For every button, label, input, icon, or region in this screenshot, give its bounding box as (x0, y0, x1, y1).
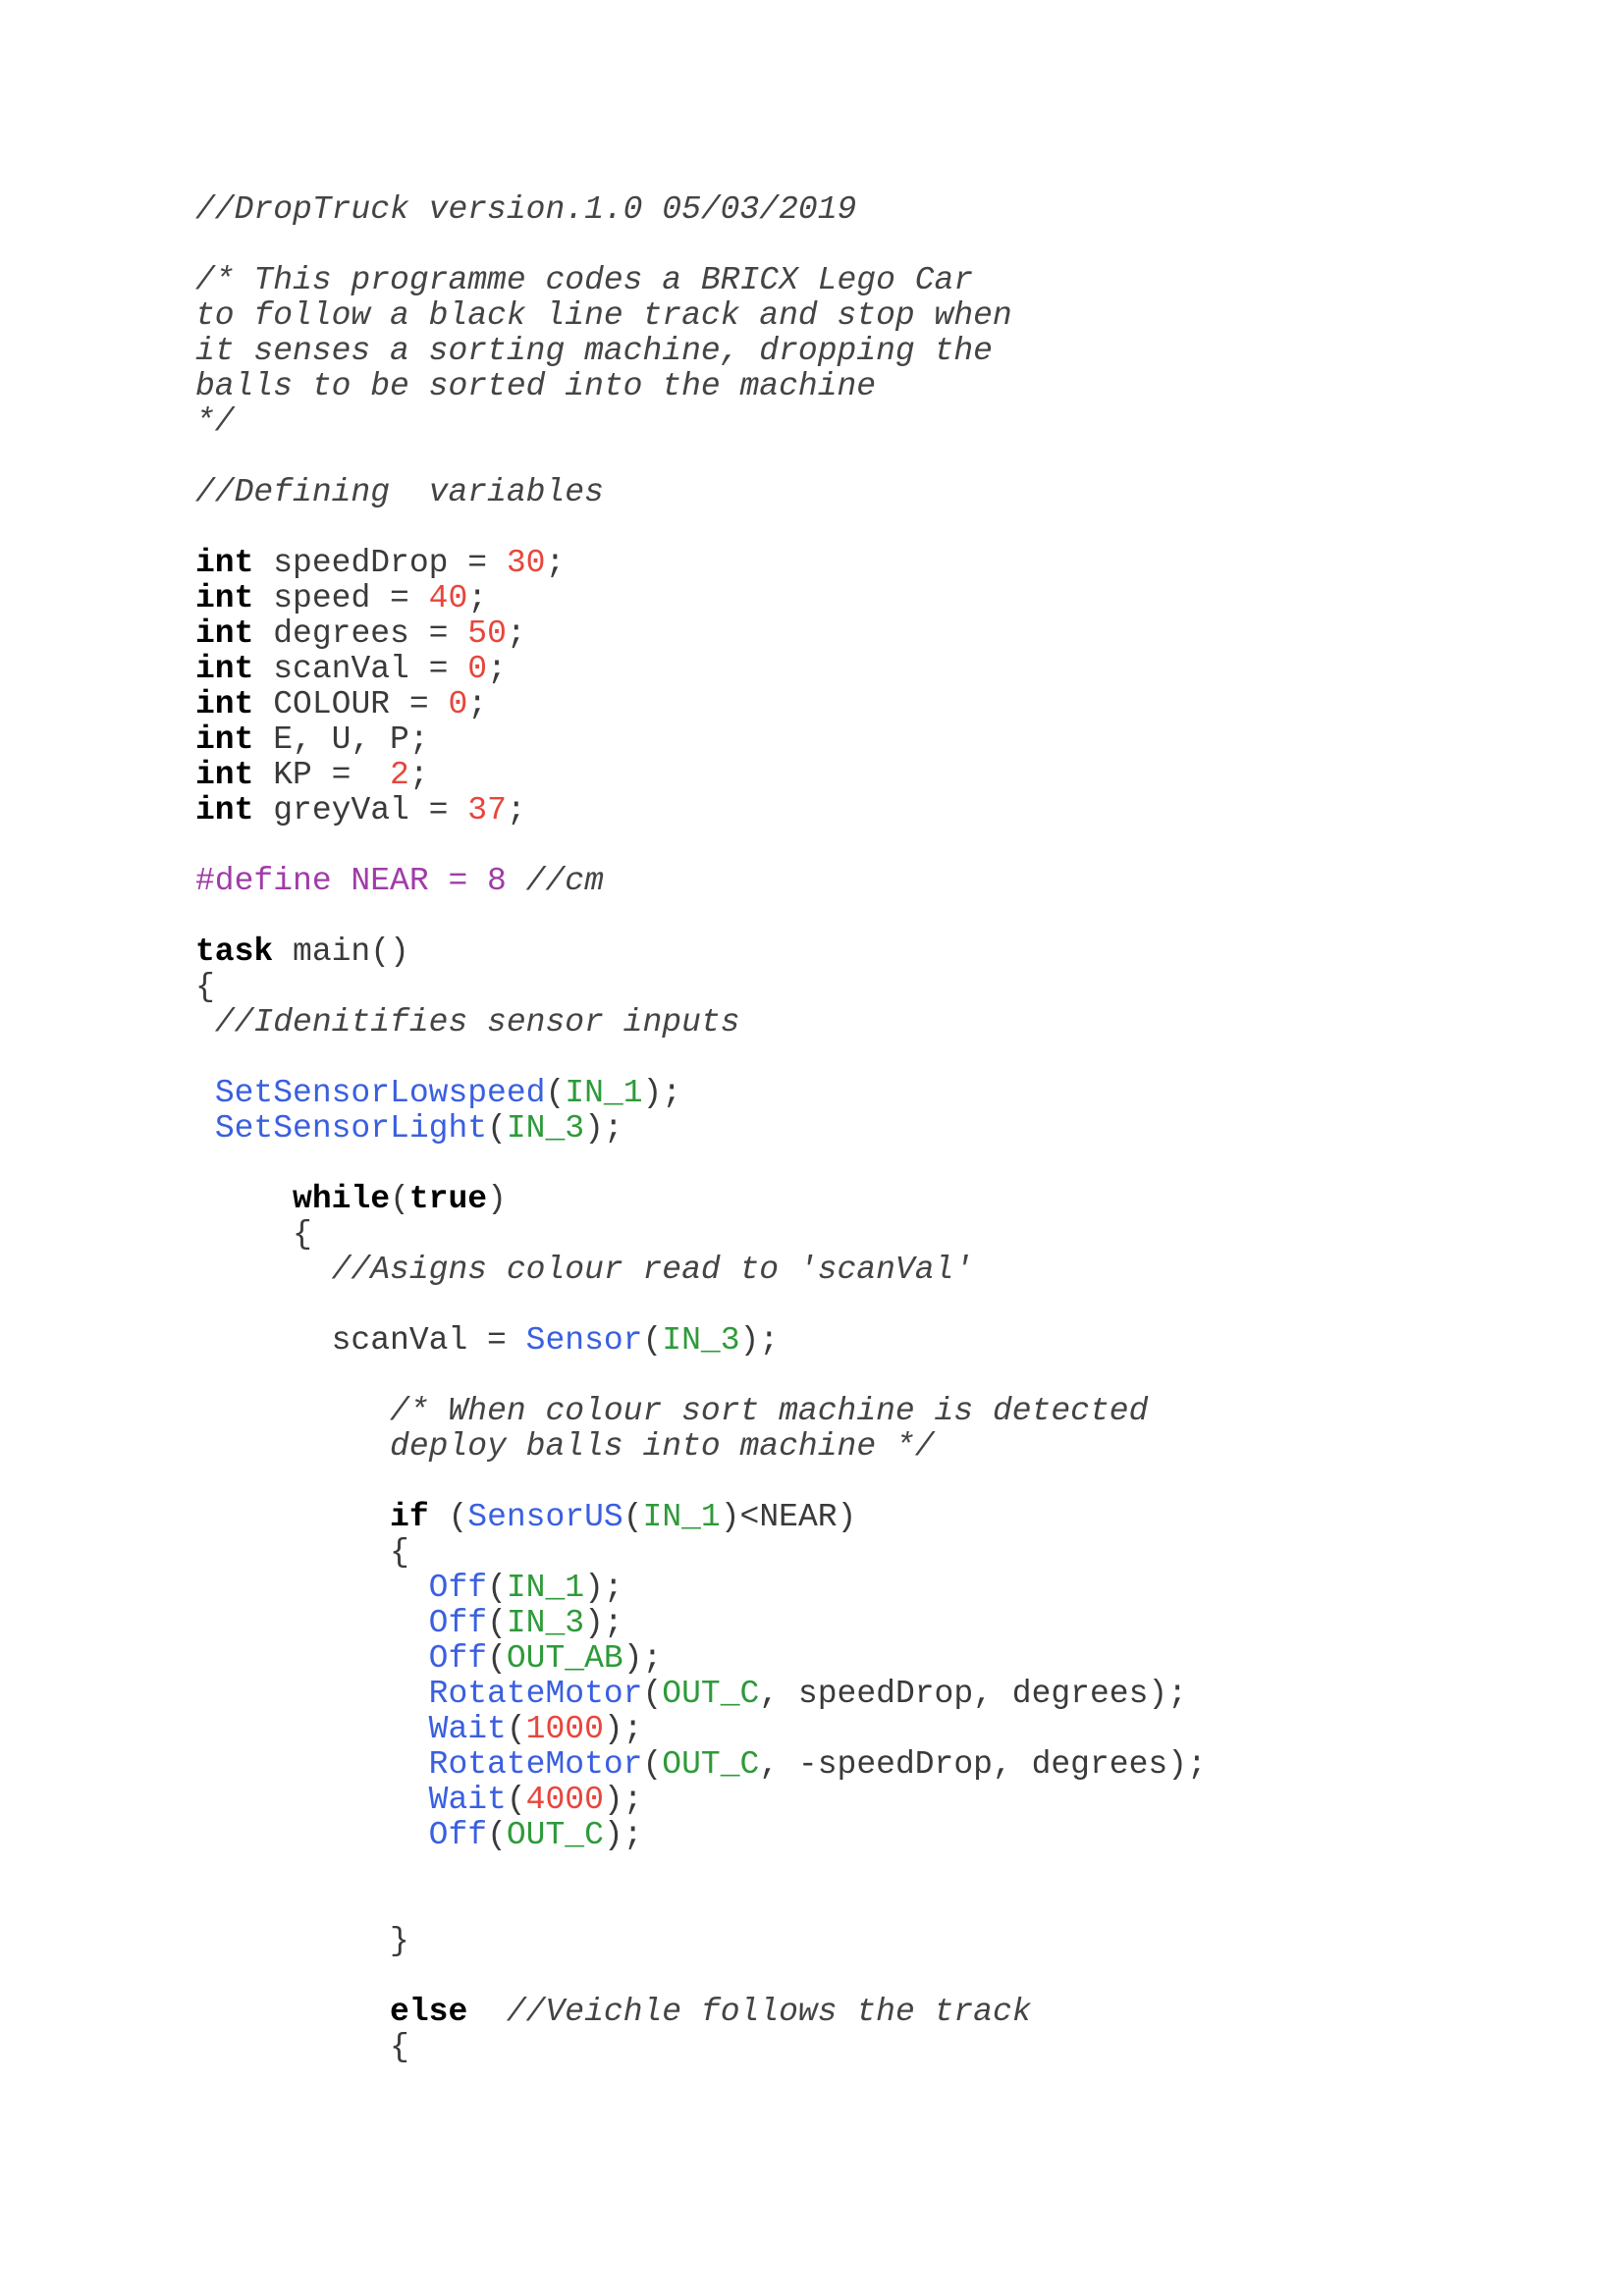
code-text-token: speedDrop = (253, 545, 507, 581)
number-literal-token: 37 (467, 792, 507, 828)
comment-token: //DropTruck version.1.0 05/03/2019 (195, 191, 857, 228)
constant-token: OUT_C (662, 1676, 760, 1712)
function-name-token: Off (428, 1640, 488, 1677)
function-name-token: Wait (428, 1711, 507, 1747)
code-text-token: ( (390, 1181, 409, 1217)
code-line (195, 546, 1207, 581)
function-name-token: Off (428, 1817, 488, 1853)
code-line (195, 934, 1207, 970)
code-line (195, 616, 1207, 652)
code-text-token: , speedDrop, degrees); (759, 1676, 1187, 1712)
code-line (195, 475, 1207, 510)
code-text-token: { (195, 969, 215, 1005)
code-text-token: ( (506, 1711, 526, 1747)
code-line (195, 1394, 1207, 1429)
constant-token: IN_1 (642, 1499, 721, 1535)
constant-token: OUT_C (506, 1817, 604, 1853)
comment-token: balls to be sorted into the machine (195, 368, 877, 404)
constant-token: IN_3 (506, 1110, 585, 1147)
keyword-token: true (408, 1181, 488, 1217)
code-line (195, 722, 1207, 758)
function-name-token: Off (428, 1605, 488, 1641)
code-line (195, 1429, 1207, 1465)
code-text-token (195, 1817, 429, 1853)
code-text-token: ); (603, 1817, 643, 1853)
code-line (195, 228, 1207, 263)
code-text-token: ( (487, 1110, 507, 1147)
code-text-token (195, 1004, 215, 1041)
code-line (195, 1323, 1207, 1359)
code-text-token: scanVal = (253, 651, 468, 687)
keyword-token: int (195, 721, 254, 758)
keyword-token: int (195, 686, 254, 722)
keyword-token: int (195, 615, 254, 652)
code-text-token (195, 1570, 429, 1606)
code-line (195, 1288, 1207, 1323)
code-line (195, 828, 1207, 864)
code-line (195, 970, 1207, 1005)
code-text-token (195, 1393, 390, 1429)
comment-token: /* This programme codes a BRICX Lego Car (195, 262, 974, 298)
code-line (195, 1359, 1207, 1394)
code-text-token (195, 1640, 429, 1677)
comment-token: it senses a sorting machine, dropping the (195, 333, 993, 369)
constant-token: IN_3 (662, 1322, 740, 1359)
keyword-token: int (195, 545, 254, 581)
code-text-token (195, 1711, 429, 1747)
code-text-token: { (195, 1216, 312, 1253)
code-text-token: { (195, 1534, 409, 1571)
code-line (195, 1005, 1207, 1041)
constant-token: IN_1 (506, 1570, 585, 1606)
code-line (195, 1076, 1207, 1111)
code-line (195, 192, 1207, 228)
code-text-token: ); (584, 1570, 623, 1606)
code-text-token: ); (623, 1640, 663, 1677)
code-line (195, 1995, 1207, 2030)
comment-token: //Idenitifies sensor inputs (214, 1004, 740, 1041)
code-text-token: greyVal = (253, 792, 468, 828)
keyword-token: if (390, 1499, 429, 1535)
code-text-token: ); (642, 1075, 682, 1111)
constant-token: OUT_AB (506, 1640, 623, 1677)
code-line (195, 864, 1207, 899)
code-text-token: ( (506, 1782, 526, 1818)
code-text-token: ( (428, 1499, 468, 1535)
code-text-token (195, 1181, 293, 1217)
code-text-token: ; (487, 651, 507, 687)
code-text-token: ( (545, 1075, 566, 1111)
code-line (195, 899, 1207, 934)
code-line (195, 1571, 1207, 1606)
code-text-token (467, 1994, 507, 2030)
code-line (195, 1217, 1207, 1253)
code-line (195, 1253, 1207, 1288)
constant-token: IN_3 (506, 1605, 585, 1641)
function-name-token: SetSensorLowspeed (214, 1075, 546, 1111)
comment-token: //Asigns colour read to 'scanVal' (331, 1252, 974, 1288)
code-text-token: { (195, 2029, 409, 2065)
code-text-token: KP = (253, 757, 391, 793)
code-text-token: ; (467, 686, 488, 722)
code-text-token (195, 1428, 390, 1465)
code-line (195, 1747, 1207, 1783)
preprocessor-token: #define NEAR = 8 (195, 863, 526, 899)
code-line (195, 1041, 1207, 1076)
code-text-token (195, 1075, 215, 1111)
code-line (195, 1606, 1207, 1641)
code-text-token: ( (487, 1570, 507, 1606)
code-text-token: ( (487, 1605, 507, 1641)
number-literal-token: 4000 (525, 1782, 604, 1818)
number-literal-token: 50 (467, 615, 507, 652)
code-line (195, 404, 1207, 440)
code-text-token: ); (584, 1110, 623, 1147)
code-text-token: )<NEAR) (720, 1499, 857, 1535)
code-text-token (195, 1746, 429, 1783)
code-line (195, 758, 1207, 793)
keyword-token: else (390, 1994, 468, 2030)
code-line (195, 687, 1207, 722)
code-text-token (195, 1499, 390, 1535)
code-text-token: ; (467, 580, 488, 616)
code-text-token: ( (623, 1499, 643, 1535)
code-line (195, 1783, 1207, 1818)
code-text-token: ( (487, 1817, 507, 1853)
code-text-token (195, 1605, 429, 1641)
constant-token: OUT_C (662, 1746, 760, 1783)
code-line (195, 1500, 1207, 1535)
code-text-token (195, 1676, 429, 1712)
code-line (195, 1853, 1207, 1889)
function-name-token: Sensor (525, 1322, 643, 1359)
code-line (195, 1182, 1207, 1217)
function-name-token: Wait (428, 1782, 507, 1818)
keyword-token: while (293, 1181, 391, 1217)
code-line (195, 1712, 1207, 1747)
function-name-token: SensorUS (467, 1499, 623, 1535)
number-literal-token: 1000 (525, 1711, 604, 1747)
number-literal-token: 40 (428, 580, 468, 616)
code-text-token: degrees = (253, 615, 468, 652)
code-line (195, 263, 1207, 298)
code-text-token: ; (506, 792, 526, 828)
number-literal-token: 30 (506, 545, 546, 581)
code-line (195, 1818, 1207, 1853)
code-text-token: ); (603, 1711, 643, 1747)
function-name-token: RotateMotor (428, 1746, 643, 1783)
code-line (195, 1641, 1207, 1677)
code-line (195, 652, 1207, 687)
keyword-token: int (195, 580, 254, 616)
code-line (195, 1889, 1207, 1924)
code-text-token: COLOUR = (253, 686, 449, 722)
code-text-token: speed = (253, 580, 429, 616)
code-text-token (195, 1110, 215, 1147)
function-name-token: Off (428, 1570, 488, 1606)
code-line (195, 334, 1207, 369)
comment-token: /* When colour sort machine is detected (390, 1393, 1149, 1429)
code-line (195, 1959, 1207, 1995)
number-literal-token: 0 (448, 686, 468, 722)
code-line (195, 1465, 1207, 1500)
code-text-token: ); (584, 1605, 623, 1641)
comment-token: //cm (525, 863, 604, 899)
code-text-token (195, 1782, 429, 1818)
code-text-token: scanVal = (195, 1322, 526, 1359)
code-text-token: ( (642, 1676, 663, 1712)
comment-token: //Veichle follows the track (506, 1994, 1032, 2030)
constant-token: IN_1 (565, 1075, 643, 1111)
comment-token: //Defining variables (195, 474, 604, 510)
code-line (195, 581, 1207, 616)
code-text-token: ( (642, 1746, 663, 1783)
code-text-token: main() (273, 934, 409, 970)
keyword-token: int (195, 651, 254, 687)
code-text-token: ; (506, 615, 526, 652)
code-text-token: ( (642, 1322, 663, 1359)
code-line (195, 440, 1207, 475)
code-text-token: ) (487, 1181, 507, 1217)
keyword-token: int (195, 792, 254, 828)
code-text-token: ); (739, 1322, 780, 1359)
number-literal-token: 0 (467, 651, 488, 687)
comment-token: to follow a black line track and stop when (195, 297, 1012, 334)
code-line (195, 1677, 1207, 1712)
code-line (195, 1147, 1207, 1182)
comment-token: deploy balls into machine */ (390, 1428, 935, 1465)
code-line (195, 369, 1207, 404)
code-line (195, 1924, 1207, 1959)
code-text-token: } (195, 1923, 409, 1959)
function-name-token: RotateMotor (428, 1676, 643, 1712)
code-listing (195, 192, 1207, 2065)
code-text-token: E, U, P; (253, 721, 429, 758)
keyword-token: int (195, 757, 254, 793)
function-name-token: SetSensorLight (214, 1110, 488, 1147)
comment-token: */ (195, 403, 235, 440)
code-line (195, 1111, 1207, 1147)
code-line (195, 510, 1207, 546)
code-text-token: ; (408, 757, 429, 793)
code-line (195, 793, 1207, 828)
code-text-token: , -speedDrop, degrees); (759, 1746, 1207, 1783)
code-line (195, 1535, 1207, 1571)
code-text-token: ; (545, 545, 566, 581)
keyword-token: task (195, 934, 274, 970)
code-line (195, 298, 1207, 334)
code-text-token: ); (603, 1782, 643, 1818)
number-literal-token: 2 (390, 757, 409, 793)
code-text-token: ( (487, 1640, 507, 1677)
code-text-token (195, 1252, 332, 1288)
code-line (195, 2030, 1207, 2065)
code-text-token (195, 1994, 390, 2030)
